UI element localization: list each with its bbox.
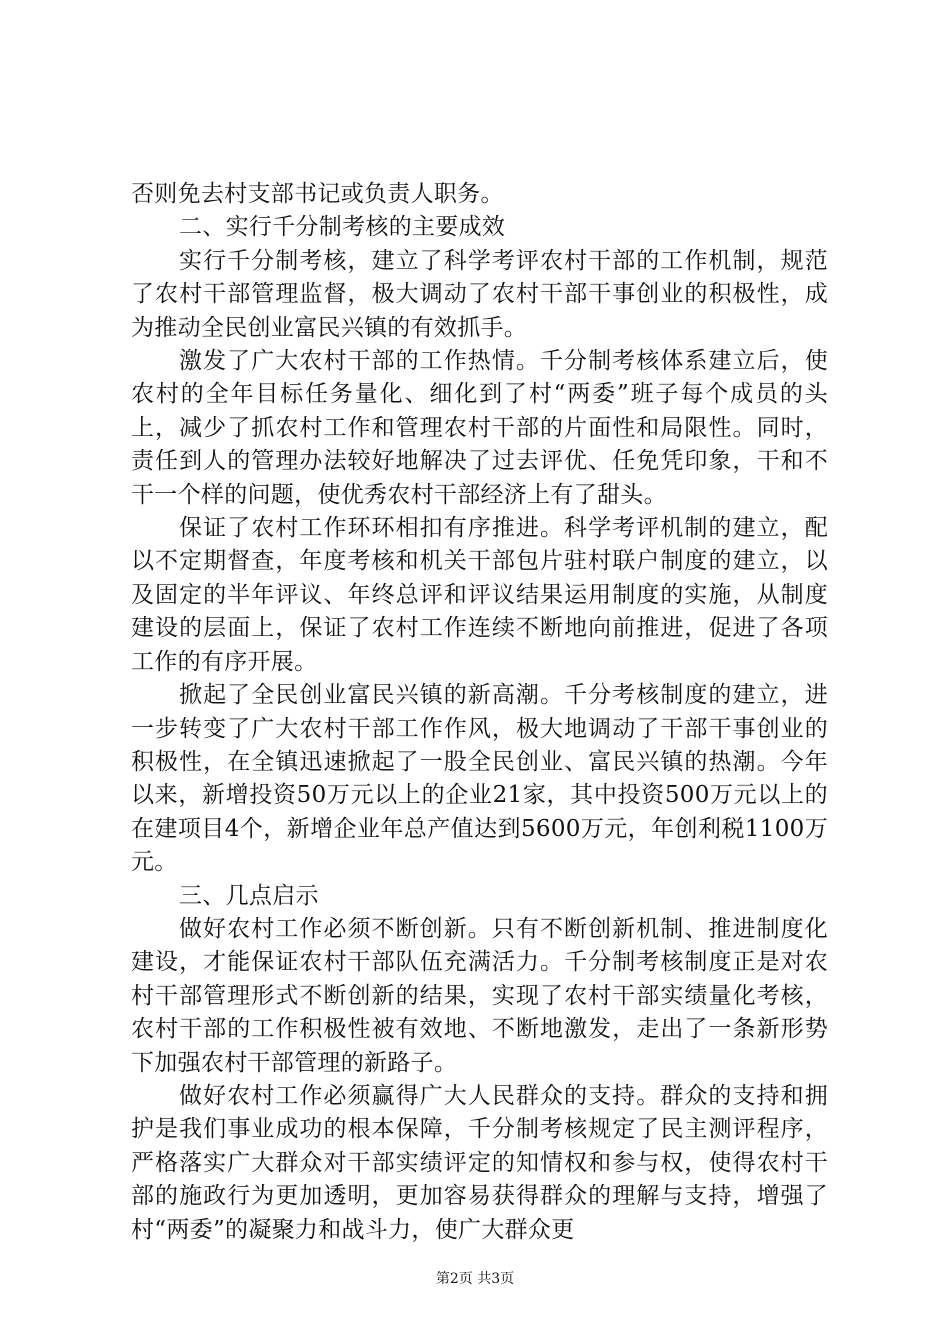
paragraph: 激发了广大农村干部的工作热情。千分制考核体系建立后，使农村的全年目标任务量化、细化到了村“两委”班子每个成员的头上，减少了抓农村工作和管理农村干部的片面性和局限性。同时，责任到人的管理办法较好地解决了过去评优、任免凭印象，干和不干一个样的问题，使优秀农村干部经济上有了甜头。	[131, 348, 828, 508]
paragraph: 做好农村工作必须赢得广大人民群众的支持。群众的支持和拥护是我们事业成功的根本保障，千分制考核规定了民主测评程序，严格落实广大群众对干部实绩评定的知情权和参与权，使得农村干部的施政行为更加透明，更加容易获得群众的理解与支持，增强了村“两委”的凝聚力和战斗力，使广大群众更	[131, 1082, 828, 1243]
page-number: 第2页 共3页	[435, 1271, 515, 1287]
paragraph: 做好农村工作必须不断创新。只有不断创新机制、推进制度化建设，才能保证农村干部队伍充满活力。千分制考核制度正是对农村干部管理形式不断创新的结果，实现了农村干部实绩量化考核，农村干部的工作积极性被有效地、不断地激发，走出了一条新形势下加强农村干部管理的新路子。	[131, 915, 828, 1076]
section-heading: 二、实行千分制考核的主要成效	[179, 214, 506, 241]
document-body	[131, 178, 828, 1247]
section-heading: 三、几点启示	[179, 882, 319, 909]
paragraph: 掀起了全民创业富民兴镇的新高潮。千分考核制度的建立，进一步转变了广大农村干部工作作风，极大地调动了干部干事创业的积极性，在全镇迅速掀起了一股全民创业、富民兴镇的热潮。今年以来，新增投资50万元以上的企业21家，其中投资500万元以上的在建项目4个，新增企业年总产值达到5600万元，年创利税1100万元。	[131, 682, 828, 876]
paragraph: 保证了农村工作环环相扣有序推进。科学考评机制的建立，配以不定期督查，年度考核和机关干部包片驻村联户制度的建立，以及固定的半年评议、年终总评和评议结果运用制度的实施，从制度建设的层面上，保证了农村工作连续不断地向前推进，促进了各项工作的有序开展。	[131, 515, 828, 675]
paragraph: 实行千分制考核，建立了科学考评农村干部的工作机制，规范了农村干部管理监督，极大调动了农村干部干事创业的积极性，成为推动全民创业富民兴镇的有效抓手。	[131, 247, 828, 341]
paragraph: 否则免去村支部书记或负责人职务。	[131, 181, 504, 207]
